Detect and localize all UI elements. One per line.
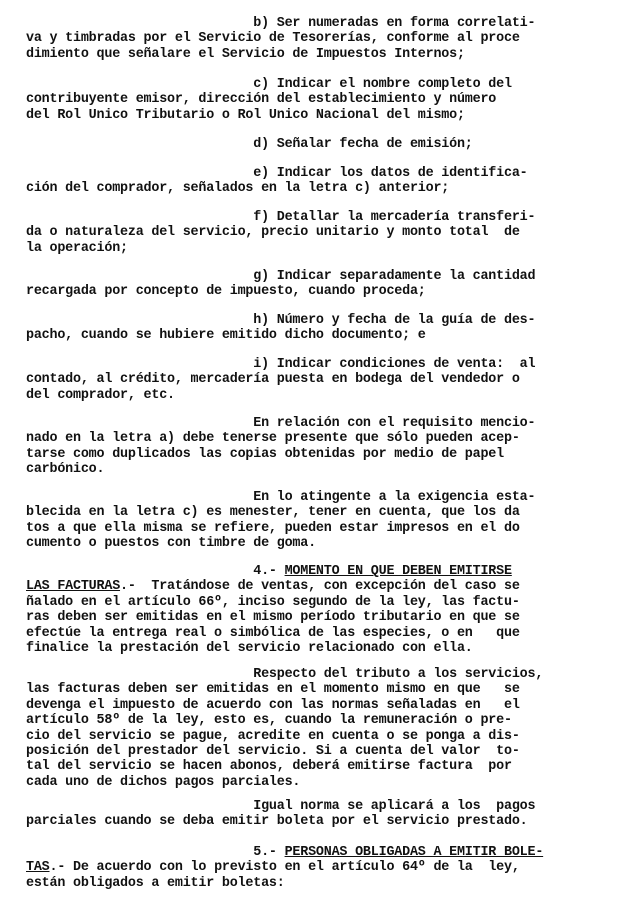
text-line: da o naturaleza del servicio, precio unitario y monto total de	[26, 225, 520, 241]
section-4-heading-line	[26, 564, 604, 579]
section-4-title-cont: LAS FACTURAS	[26, 579, 121, 595]
text-line: tos a que ella misma se refiere, pueden estar impresos en el do	[26, 520, 520, 536]
text-line: del Rol Unico Tributario o Rol Unico Nacional del mismo;	[26, 107, 465, 123]
section-4-title: MOMENTO EN QUE DEBEN EMITIRSE	[284, 564, 512, 579]
section-5	[26, 845, 604, 891]
text-line: cio del servicio se pague, acredite en cuenta o se ponga a dis-	[26, 728, 520, 744]
text-line: En relación con el requisito mencio-	[26, 416, 536, 431]
section-4	[26, 564, 604, 656]
paragraph-servicios	[26, 667, 604, 790]
paragraph-igual-norma	[26, 799, 604, 830]
text-line: nado en la letra a) debe tenerse presente que sólo pueden acep-	[26, 431, 520, 447]
paragraph-atingente	[26, 490, 604, 552]
text-line: recargada por concepto de impuesto, cuando proceda;	[26, 284, 426, 300]
paragraph-requisito	[26, 416, 604, 478]
text-line: contribuyente emisor, dirección del establecimiento y número	[26, 92, 497, 108]
item-d	[26, 137, 604, 152]
item-i	[26, 357, 604, 403]
text-line: posición del prestador del servicio. Si a cuenta del valor to-	[26, 744, 520, 760]
text-line: contado, al crédito, mercadería puesta en bodega del vendedor o	[26, 372, 520, 388]
text-line: e) Indicar los datos de identifica-	[26, 166, 528, 181]
text-line: ras deben ser emitidas en el mismo período tributario en que se	[26, 610, 520, 626]
text-line: efectúe la entrega real o simbólica de las especies, o en que	[26, 625, 520, 641]
section-5-number: 5.-	[26, 845, 285, 860]
text-line: Igual norma se aplicará a los pagos	[26, 799, 536, 814]
section-4-title-line	[26, 579, 604, 594]
text-line: f) Detallar la mercadería transferi-	[26, 210, 536, 225]
section-4-number: 4.-	[26, 564, 285, 579]
item-f	[26, 210, 604, 256]
text-line: dimiento que señalare el Servicio de Impuestos Internos;	[26, 46, 465, 62]
section-4-text: .- Tratándose de ventas, con excepción del caso se	[120, 579, 520, 595]
text-line: parciales cuando se deba emitir boleta por el servicio prestado.	[26, 814, 528, 830]
section-5-title: PERSONAS OBLIGADAS A EMITIR BOLE-	[284, 845, 544, 860]
section-5-text: .- De acuerdo con lo previsto en el artículo 64º de la ley,	[49, 860, 520, 876]
text-line: cada uno de dichos pagos parciales.	[26, 774, 301, 790]
text-line: ción del comprador, señalados en la letra c) anterior;	[26, 181, 450, 197]
section-5-title-cont: TAS	[26, 860, 50, 876]
item-b	[26, 16, 604, 62]
text-line: g) Indicar separadamente la cantidad	[26, 269, 536, 284]
item-c	[26, 77, 604, 123]
text-line: finalice la prestación del servicio relacionado con ella.	[26, 641, 473, 657]
text-line: del comprador, etc.	[26, 387, 175, 403]
text-line: carbónico.	[26, 462, 105, 478]
text-line: ñalado en el artículo 66º, inciso segundo de la ley, las factu-	[26, 594, 520, 610]
text-line: blecida en la letra c) es menester, tener en cuenta, que los da	[26, 505, 520, 521]
text-line: tarse como duplicados las copias obtenidas por medio de papel	[26, 446, 504, 462]
text-line: va y timbradas por el Servicio de Tesorerías, conforme al proce	[26, 31, 520, 47]
item-g	[26, 269, 604, 300]
text-line: En lo atingente a la exigencia esta-	[26, 490, 536, 505]
section-5-heading-line	[26, 845, 604, 860]
text-line: devenga el impuesto de acuerdo con las normas señaladas en el	[26, 697, 520, 713]
text-line: pacho, cuando se hubiere emitido dicho documento; e	[26, 328, 426, 344]
text-line: h) Número y fecha de la guía de des-	[26, 313, 536, 328]
text-line: Respecto del tributo a los servicios,	[26, 667, 544, 682]
text-line: cumento o puestos con timbre de goma.	[26, 536, 316, 552]
section-5-title-line	[26, 860, 604, 875]
text-line: i) Indicar condiciones de venta: al	[26, 357, 536, 372]
text-line: artículo 58º de la ley, esto es, cuando la remuneración o pre-	[26, 713, 512, 729]
text-line: están obligados a emitir boletas:	[26, 875, 285, 891]
item-e	[26, 166, 604, 197]
text-line: d) Señalar fecha de emisión;	[26, 137, 473, 152]
item-h	[26, 313, 604, 344]
text-line: tal del servicio se hacen abonos, deberá emitirse factura por	[26, 759, 512, 775]
text-line: las facturas deben ser emitidas en el momento mismo en que se	[26, 682, 520, 698]
text-line: c) Indicar el nombre completo del	[26, 77, 512, 92]
text-line: la operación;	[26, 240, 128, 256]
text-line: b) Ser numeradas en forma correlati-	[26, 16, 536, 31]
